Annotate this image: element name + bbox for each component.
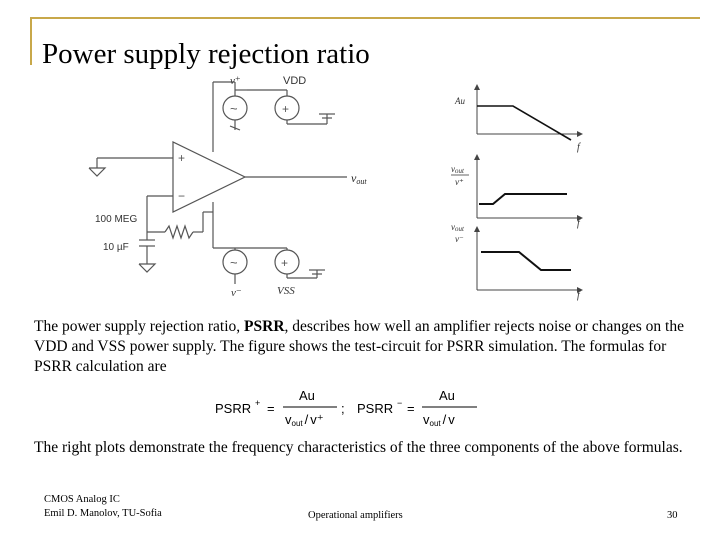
top-plot-ylabel: Au bbox=[455, 96, 465, 106]
vout-label: vout bbox=[351, 171, 367, 186]
middle-plot-xlabel: f bbox=[577, 218, 580, 229]
middle-plot-ylabel-den: v⁺ bbox=[455, 177, 464, 187]
psrr-minus-equals: = bbox=[407, 401, 415, 416]
vminus-label: v⁻ bbox=[231, 287, 242, 299]
svg-text:~: ~ bbox=[230, 255, 238, 270]
psrr-description: The power supply rejection ratio, PSRR, describes how well an amplifier rejects noise or changes on the VDD and VSS power supply. The figure shows the test-circuit for PSRR simulation. The formulas for PSRR calculation are bbox=[34, 318, 684, 375]
bottom-plot-ylabel-num: vout bbox=[451, 222, 464, 233]
psrr-plus-denominator: vout / v⁺ bbox=[285, 412, 324, 428]
psrr-plus-equals: = bbox=[267, 401, 275, 416]
psrr-minus-label: PSRR bbox=[357, 401, 394, 416]
vdd-label: VDD bbox=[283, 75, 307, 87]
psrr-test-circuit bbox=[85, 72, 367, 299]
bottom-plot-xlabel: f bbox=[577, 290, 580, 301]
bottom-plot-curve bbox=[481, 252, 571, 270]
middle-plot-curve bbox=[479, 194, 567, 204]
psrr-plus-numerator: Au bbox=[299, 388, 315, 403]
psrr-minus-sup: − bbox=[397, 398, 403, 408]
middle-plot-ylabel-num: vout bbox=[451, 164, 464, 175]
psrr-plus-sup: + bbox=[255, 398, 261, 408]
capacitor-label: 10 µF bbox=[103, 242, 129, 253]
svg-text:+: + bbox=[282, 102, 290, 116]
psrr-minus-numerator: Au bbox=[439, 388, 455, 403]
footer-course-author bbox=[44, 493, 162, 521]
top-plot-xlabel: f bbox=[577, 142, 580, 153]
svg-text:−: − bbox=[178, 189, 186, 203]
psrr-formula bbox=[215, 386, 485, 432]
footer-author: Emil D. Manolov, TU-Sofia bbox=[44, 508, 162, 519]
vplus-label: v⁺ bbox=[230, 75, 241, 87]
psrr-plus-label: PSRR bbox=[215, 401, 252, 416]
resistor-label: 100 MEG bbox=[95, 214, 138, 225]
frequency-plots bbox=[445, 78, 595, 300]
footer-course: CMOS Analog IC bbox=[44, 494, 120, 505]
feedback-resistor bbox=[165, 226, 193, 238]
footer-topic: Operational amplifiers bbox=[308, 510, 403, 521]
svg-text:+: + bbox=[178, 151, 186, 165]
top-plot-curve bbox=[477, 106, 571, 140]
psrr-term: PSRR bbox=[244, 318, 285, 335]
svg-text:+: + bbox=[281, 256, 289, 270]
vss-label: VSS bbox=[277, 285, 295, 297]
plots-description: The right plots demonstrate the frequency characteristics of the three components of the above formulas. bbox=[34, 439, 683, 456]
slide-title: Power supply rejection ratio bbox=[42, 38, 370, 70]
title-frame-top bbox=[30, 17, 700, 19]
bottom-plot-ylabel-den: v⁻ bbox=[455, 234, 464, 244]
page-number: 30 bbox=[667, 510, 678, 521]
formula-separator: ; bbox=[341, 401, 345, 416]
title-frame-left bbox=[30, 17, 32, 65]
svg-text:~: ~ bbox=[230, 101, 238, 116]
psrr-minus-denominator: vout / v bbox=[423, 412, 455, 428]
